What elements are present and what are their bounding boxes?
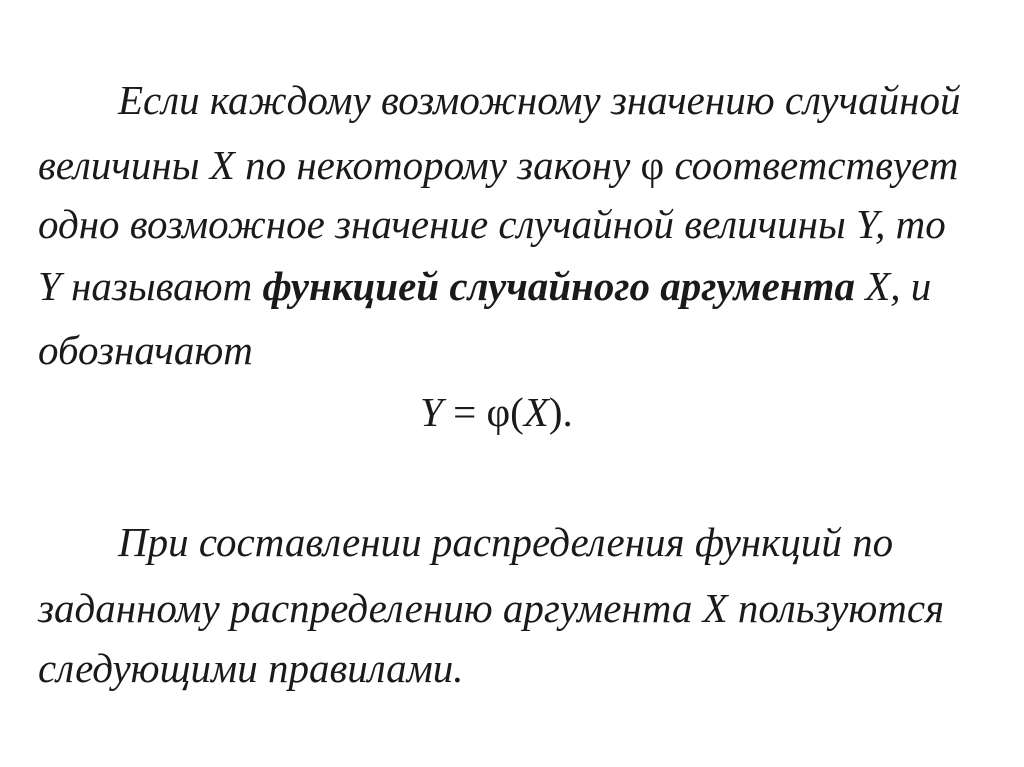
text-segment: называют (60, 263, 263, 309)
phi-symbol: φ (640, 142, 665, 188)
paragraph1-line3 (38, 201, 946, 247)
formula (420, 389, 573, 435)
paragraph1-line1-text: Если каждому возможному значению случайной (118, 77, 961, 123)
text-segment: , и (890, 263, 932, 309)
formula-equals: = (442, 389, 487, 435)
formula-close-paren: ). (548, 389, 573, 435)
text-segment: одно возможное значение случайной величины (38, 201, 857, 247)
text-segment: соответствует (664, 142, 959, 188)
paragraph1-line1 (118, 77, 961, 123)
paragraph2-line1-text: При составлении распределения функций по (118, 519, 894, 565)
paragraph1-line2 (38, 142, 959, 188)
variable-x: X (209, 142, 235, 188)
text-segment: заданному распределению аргумента (38, 585, 703, 631)
text-segment: величины (38, 142, 210, 188)
formula-arg: X (523, 389, 549, 435)
variable-x: X (854, 263, 891, 309)
definition-term: функцией случайного аргумента (262, 263, 855, 309)
paragraph2-line2 (38, 585, 945, 631)
formula-lhs: Y (420, 389, 443, 435)
text-segment: , то (875, 201, 946, 247)
text-segment: по некоторому закону (234, 142, 641, 188)
formula-open-paren: ( (510, 389, 524, 435)
paragraph2-line3 (38, 645, 464, 691)
variable-y: Y (38, 263, 61, 309)
paragraph1-line5 (38, 327, 253, 373)
paragraph2-line3-text: следующими правилами. (38, 645, 464, 691)
formula-phi: φ (486, 389, 511, 435)
variable-y: Y (856, 201, 876, 247)
text-segment: пользуются (727, 585, 945, 631)
variable-x: X (702, 585, 728, 631)
paragraph2-line1 (118, 519, 894, 565)
paragraph1-line5-text: обозначают (38, 327, 253, 373)
paragraph1-line4 (38, 263, 932, 309)
